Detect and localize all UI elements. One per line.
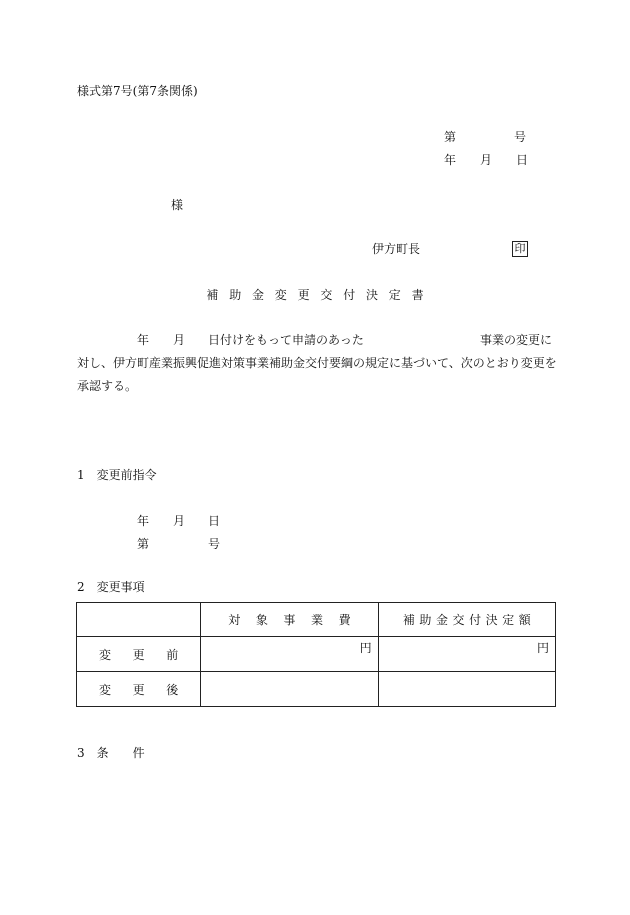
section2-heading: 2 変更事項 <box>77 580 145 594</box>
body-line1: 日付けをもって申請のあった <box>208 333 364 347</box>
body-year: 年 <box>137 333 150 347</box>
section1-heading: 1 変更前指令 <box>77 468 157 482</box>
addressee-suffix: 様 <box>171 198 184 212</box>
prior-number-suffix: 号 <box>208 537 221 551</box>
prior-date-day: 日 <box>208 514 221 528</box>
body-month: 月 <box>173 333 186 347</box>
body-line2: 対し、伊方町産業振興促進対策事業補助金交付要綱の規定に基づいて、次のとおり変更を <box>77 356 557 370</box>
document-title: 補助金変更交付決定書 <box>206 288 435 302</box>
issue-date-month: 月 <box>480 153 493 167</box>
issuer-title: 伊方町長 <box>372 242 421 256</box>
table-header-corner <box>77 603 201 637</box>
table-header-cost: 対象事業費 <box>201 603 378 637</box>
table-header-grant: 補助金交付決定額 <box>378 603 555 637</box>
table-row <box>77 637 556 672</box>
table-header-row <box>77 603 556 637</box>
section3-heading: 3 条 件 <box>77 746 145 760</box>
doc-number-suffix: 号 <box>514 130 527 144</box>
prior-date-year: 年 <box>137 514 150 528</box>
issue-date-day: 日 <box>516 153 529 167</box>
cost-after-cell <box>201 672 378 707</box>
issue-date-year: 年 <box>444 153 457 167</box>
doc-number-prefix: 第 <box>444 130 457 144</box>
prior-number-prefix: 第 <box>137 537 150 551</box>
grant-before-cell: 円 <box>378 637 555 672</box>
seal-mark: 印 <box>512 241 528 257</box>
cost-before-cell: 円 <box>201 637 378 672</box>
body-line1-tail: 事業の変更に <box>480 333 553 347</box>
row-label-after: 変更後 <box>77 672 201 707</box>
row-label-before: 変更前 <box>77 637 201 672</box>
prior-date-month: 月 <box>173 514 186 528</box>
body-line3: 承認する。 <box>77 379 138 393</box>
change-table <box>76 602 556 707</box>
grant-after-cell <box>378 672 555 707</box>
table-row <box>77 672 556 707</box>
form-label: 様式第7号(第7条関係) <box>77 84 198 98</box>
